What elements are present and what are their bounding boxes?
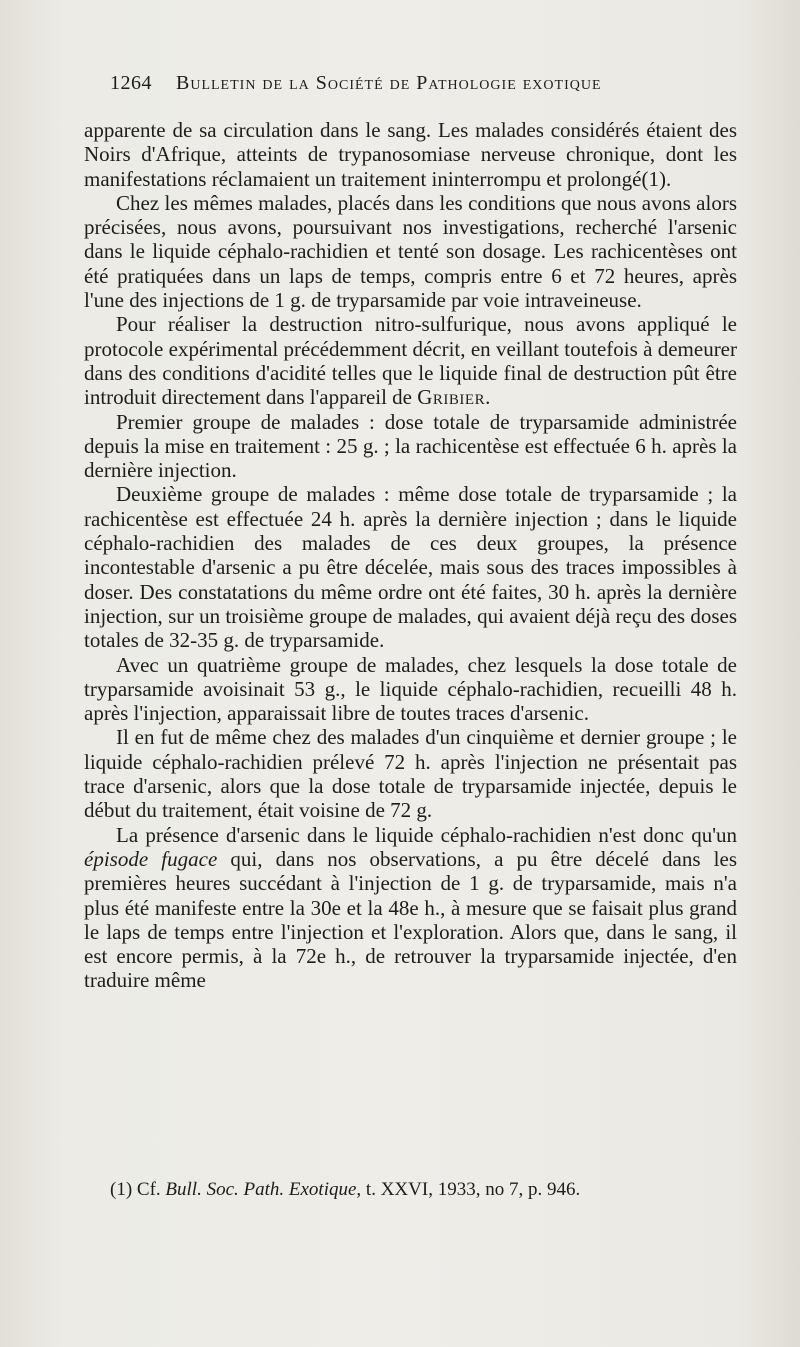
footnote-marker: (1) Cf. [110,1179,166,1200]
paragraph-6: Avec un quatrième groupe de malades, chez lesquels la dose totale de tryparsamide avoisinait 53 g., le liquide céphalo-rachidien, recueilli 48 h. après l'injection, apparaissait libre de toutes traces d'arsenic. [84,652,737,726]
footnote-details: t. XXVI, 1933, no 7, p. 946. [361,1179,581,1200]
paragraph-1: apparente de sa circulation dans le sang. Les malades considérés étaient des Noirs d'Afrique, atteints de trypanosomiase nerveuse chronique, dont les manifestations réclamaient un traitement ininterrompu et prolongé(1). [84,118,737,191]
body-text [84,118,737,993]
footnote-reference: Bull. Soc. Path. Exotique, [165,1179,362,1200]
paragraph-7: Il en fut de même chez des malades d'un cinquième et dernier groupe ; le liquide céphalo-rachidien prélevé 72 h. après l'injection ne présentait pas trace d'arsenic, alors que la dose totale de tryparsamide injectée, depuis le début du traitement, était voisine de 72 g. [84,725,737,823]
paragraph-4: Premier groupe de malades : dose totale de tryparsamide administrée depuis la mise en traitement : 25 g. ; la rachicentèse est effectuée 6 h. après la dernière injection. [84,409,737,483]
italic-phrase: épisode fugace [84,846,218,871]
footnote [110,1178,730,1202]
author-name: Gribier [417,385,486,410]
paragraph-8-rest: qui, dans nos observations, a pu être décelé dans les premières heures succédant à l'injection de 1 g. de tryparsamide, mais n'a plus été manifeste entre la 30e et la 48e h., à mesure que se faisait plus grand le laps de temps entre l'injection et l'exploration. Alors que, dans le sang, il est encore permis, à la 72e h., de retrouver la tryparsamide injectée, d'en traduire même [84,846,737,993]
page-number: 1264 [110,72,152,94]
paragraph-5: Deuxième groupe de malades : même dose totale de tryparsamide ; la rachicentèse est effectuée 24 h. après la dernière injection ; dans le liquide céphalo-rachidien des malades de ces deux groupes, la présence incontestable d'arsenic a pu être décelée, mais sous des traces impossibles à doser. Des constatations du même ordre ont été faites, 30 h. après la dernière injection, sur un troisième groupe de malades, qui avaient déjà reçu des doses totales de 32-35 g. de tryparsamide. [84,482,737,653]
running-title: Bulletin de la Société de Pathologie exotique [176,72,602,94]
paragraph-2: Chez les mêmes malades, placés dans les conditions que nous avons alors précisées, nous avons, poursuivant nos investigations, recherché l'arsenic dans le liquide céphalo-rachidien et tenté son dosage. Les rachicentèses ont été pratiquées dans un laps de temps, compris entre 6 et 72 heures, après l'une des injections de 1 g. de tryparsamide par voie intraveineuse. [84,190,737,313]
paragraph-3-end: . [485,385,491,410]
paragraph-8 [84,823,737,993]
paragraph-8-text: La présence d'arsenic dans le liquide céphalo-rachidien n'est donc qu'un [116,822,737,847]
paragraph-3-text: Pour réaliser la destruction nitro-sulfurique, nous avons appliqué le protocole expérimental précédemment décrit, en veillant toutefois à demeurer dans des conditions d'acidité telles que le liquide final de destruction pût être introduit directement dans l'appareil de [84,312,737,410]
paragraph-3 [84,312,737,409]
page-header [110,72,670,102]
